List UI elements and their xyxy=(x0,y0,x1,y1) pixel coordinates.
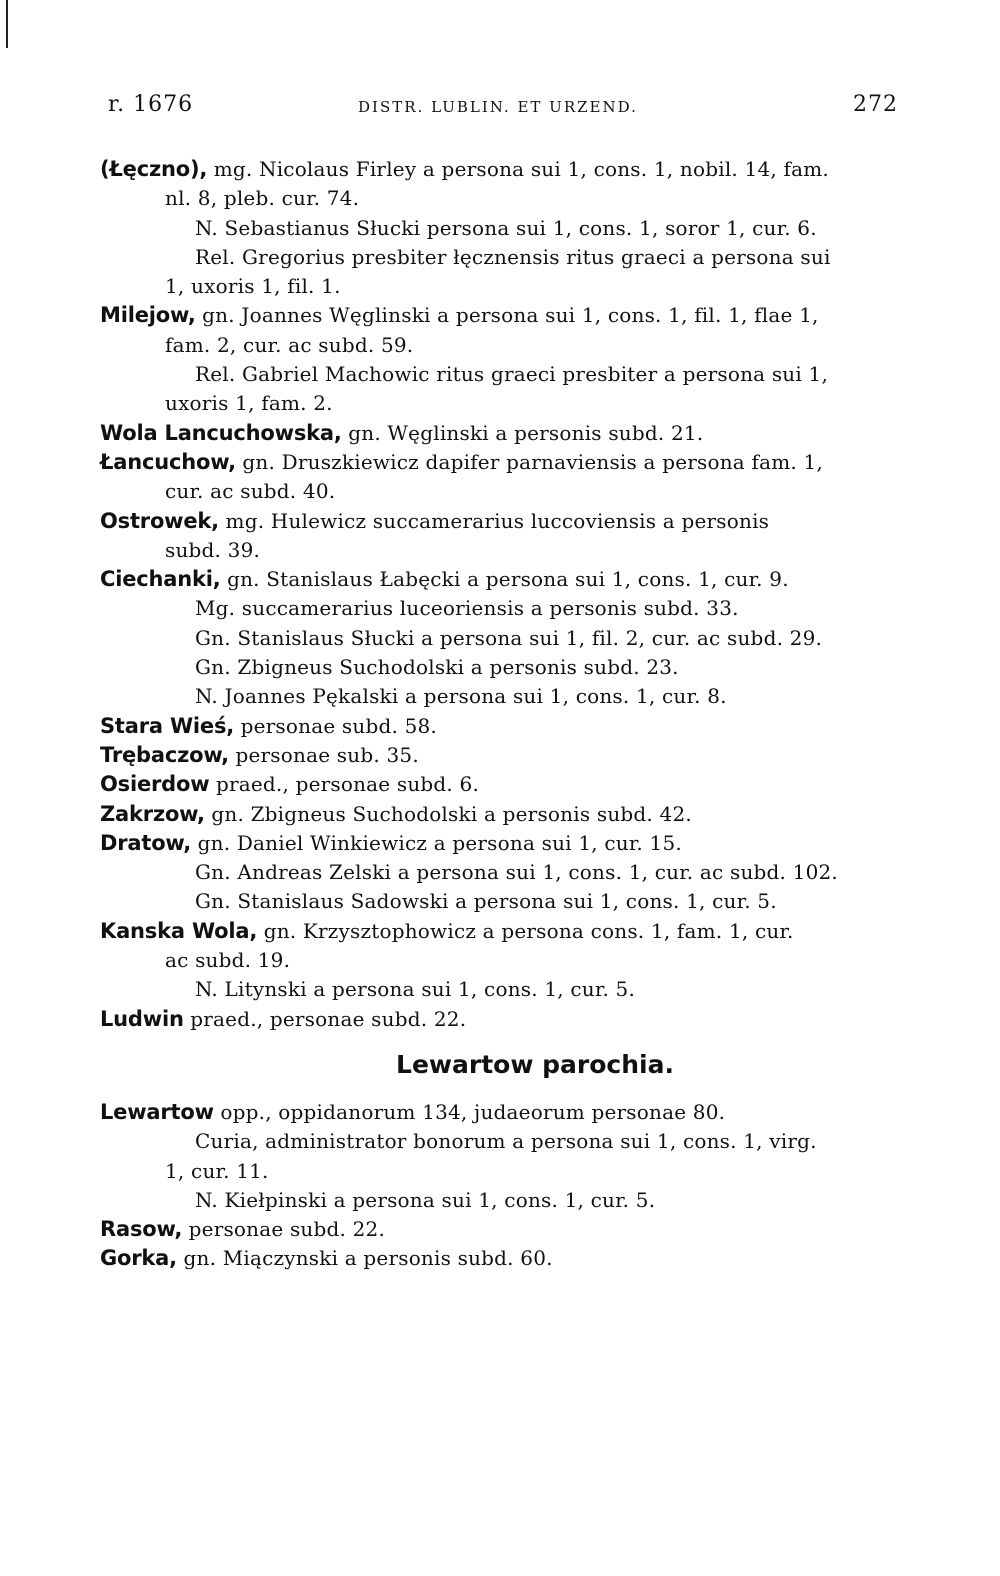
running-head xyxy=(108,92,898,132)
entry-line xyxy=(100,184,900,213)
entry-text: Mg. succamerarius luceoriensis a personis subd. 33. xyxy=(195,596,739,621)
entry-text: N. Joannes Pękalski a persona sui 1, cons. 1, cur. 8. xyxy=(195,684,727,709)
entry-text: nl. 8, pleb. cur. 74. xyxy=(165,186,360,211)
entry-line xyxy=(100,829,900,858)
entry-line xyxy=(100,1157,900,1186)
entry-text: fam. 2, cur. ac subd. 59. xyxy=(165,332,414,357)
entry-text: praed., personae subd. 22. xyxy=(183,1006,467,1031)
header-title: DISTR. LUBLIN. ET URZEND. xyxy=(358,98,638,116)
entry-line xyxy=(100,155,900,184)
entry-line xyxy=(100,360,900,389)
headword: Ostrowek, xyxy=(100,508,219,533)
entry-line xyxy=(100,272,900,301)
entry-text: subd. 39. xyxy=(165,537,261,562)
entry-text: Gn. Stanislaus Słucki a persona sui 1, fil. 2, cur. ac subd. 29. xyxy=(195,625,823,650)
entry-line xyxy=(100,887,900,916)
entry-text: gn. Krzysztophowicz a persona cons. 1, fam. 1, cur. xyxy=(257,918,794,943)
entry-line xyxy=(100,507,900,536)
entry-line xyxy=(100,975,900,1004)
entry-line xyxy=(100,1215,900,1244)
entry-line xyxy=(100,653,900,682)
page-edge-mark xyxy=(6,0,8,48)
headword: Ciechanki, xyxy=(100,567,221,592)
entry-line xyxy=(100,1186,900,1215)
entry-line xyxy=(100,331,900,360)
headword: Zakrzow, xyxy=(100,801,205,826)
entry-line xyxy=(100,389,900,418)
headword: Trębaczow, xyxy=(100,742,229,767)
entry-line xyxy=(100,565,900,594)
entry-text: personae subd. 22. xyxy=(182,1217,386,1242)
headword: Wola Lancuchowska, xyxy=(100,420,342,445)
entry-text: gn. Daniel Winkiewicz a persona sui 1, cur. 15. xyxy=(191,830,682,855)
headword: Stara Wieś, xyxy=(100,713,235,738)
entry-line xyxy=(100,917,900,946)
headword: Lewartow xyxy=(100,1099,214,1124)
entry-text: Rel. Gabriel Machowic ritus graeci presbiter a persona sui 1, xyxy=(195,362,829,387)
entry-line xyxy=(100,770,900,799)
entry-text: 1, cur. 11. xyxy=(165,1158,269,1183)
page-number: 272 xyxy=(853,92,898,117)
entry-text: N. Litynski a persona sui 1, cons. 1, cur. 5. xyxy=(195,977,636,1002)
entry-line xyxy=(100,1005,900,1034)
entry-line xyxy=(100,712,900,741)
entry-line xyxy=(100,741,900,770)
entry-line xyxy=(100,1127,900,1156)
entry-line xyxy=(100,419,900,448)
entry-text: personae sub. 35. xyxy=(228,742,419,767)
entry-text: gn. Joannes Węglinski a persona sui 1, cons. 1, fil. 1, flae 1, xyxy=(195,303,819,328)
entry-text: personae subd. 58. xyxy=(234,713,437,738)
entry-text: Rel. Gregorius presbiter łęcznensis ritus graeci a persona sui xyxy=(195,244,831,269)
entry-text: cur. ac subd. 40. xyxy=(165,479,336,504)
entry-text: opp., oppidanorum 134, judaeorum personae 80. xyxy=(213,1099,726,1124)
entry-line xyxy=(100,594,900,623)
entry-line xyxy=(100,858,900,887)
entry-line xyxy=(100,946,900,975)
entry-text: ac subd. 19. xyxy=(165,948,291,973)
entry-text: Gn. Stanislaus Sadowski a persona sui 1, cons. 1, cur. 5. xyxy=(195,889,777,914)
entry-text: Curia, administrator bonorum a persona sui 1, cons. 1, virg. xyxy=(195,1129,817,1154)
entry-text: mg. Nicolaus Firley a persona sui 1, cons. 1, nobil. 14, fam. xyxy=(207,157,829,181)
entry-line xyxy=(100,1244,900,1273)
headword: Milejow, xyxy=(100,303,196,328)
entry-line xyxy=(100,448,900,477)
entry-text: gn. Stanislaus Łabęcki a persona sui 1, cons. 1, cur. 9. xyxy=(220,567,789,592)
entry-line xyxy=(100,301,900,330)
headword: Kanska Wola, xyxy=(100,918,258,943)
entry-line xyxy=(100,682,900,711)
headword: (Łęczno), xyxy=(100,157,208,181)
entry-text: gn. Węglinski a personis subd. 21. xyxy=(341,420,704,445)
section-title: Lewartow parochia. xyxy=(396,1049,674,1079)
headword: Gorka, xyxy=(100,1246,177,1271)
entry-line xyxy=(100,624,900,653)
entry-text: Gn. Zbigneus Suchodolski a personis subd. 23. xyxy=(195,655,679,680)
entry-line xyxy=(100,477,900,506)
entry-line xyxy=(100,1098,900,1127)
entry-text: N. Kiełpinski a persona sui 1, cons. 1, cur. 5. xyxy=(195,1187,656,1212)
headword: Ludwin xyxy=(100,1006,184,1031)
headword: Dratow, xyxy=(100,830,192,855)
page-body xyxy=(100,155,900,1274)
entry-text: uxoris 1, fam. 2. xyxy=(165,391,333,416)
entry-text: 1, uxoris 1, fil. 1. xyxy=(165,274,341,299)
entry-line xyxy=(100,243,900,272)
headword: Łancuchow, xyxy=(100,449,236,474)
header-year: r. 1676 xyxy=(108,92,194,117)
entry-text: gn. Zbigneus Suchodolski a personis subd. 42. xyxy=(204,801,692,826)
entry-line xyxy=(100,800,900,829)
entry-text: Gn. Andreas Zelski a persona sui 1, cons. 1, cur. ac subd. 102. xyxy=(195,860,838,885)
headword: Osierdow xyxy=(100,772,210,797)
entry-text: gn. Druszkiewicz dapifer parnaviensis a persona fam. 1, xyxy=(235,449,823,474)
headword: Rasow, xyxy=(100,1217,183,1242)
entry-line xyxy=(100,536,900,565)
entry-text: mg. Hulewicz succamerarius luccoviensis a personis xyxy=(218,508,770,533)
entry-text: N. Sebastianus Słucki persona sui 1, cons. 1, soror 1, cur. 6. xyxy=(195,215,817,240)
entry-line xyxy=(100,214,900,243)
entry-text: praed., personae subd. 6. xyxy=(209,772,480,797)
entry-text: gn. Miączynski a personis subd. 60. xyxy=(176,1246,553,1271)
